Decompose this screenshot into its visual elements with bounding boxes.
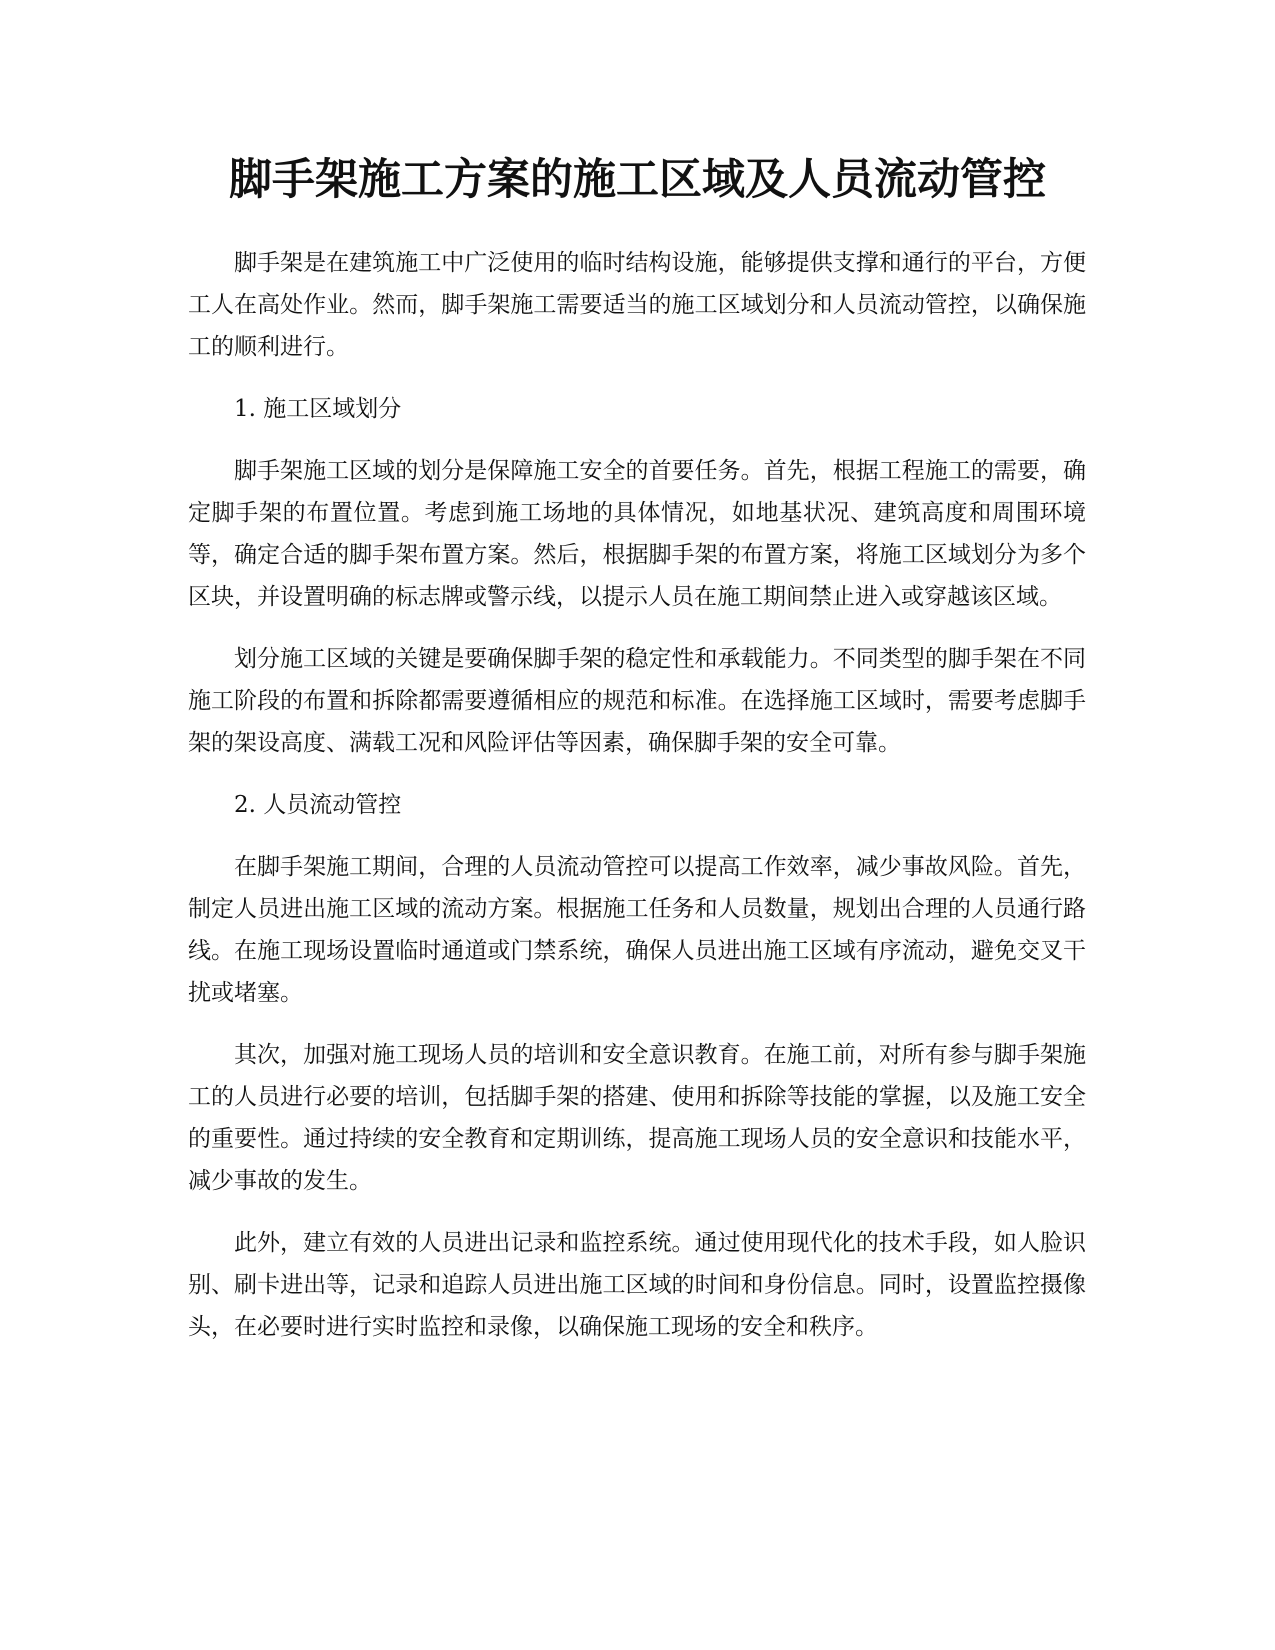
section1-paragraph-2: 划分施工区域的关键是要确保脚手架的稳定性和承载能力。不同类型的脚手架在不同施工阶段的布置和拆除都需要遵循相应的规范和标准。在选择施工区域时，需要考虑脚手架的架设高度、满载工况和风险评估等因素，确保脚手架的安全可靠。	[188, 646, 1086, 756]
document-body	[188, 242, 1086, 1368]
intro-paragraph: 脚手架是在建筑施工中广泛使用的临时结构设施，能够提供支撑和通行的平台，方便工人在高处作业。然而，脚手架施工需要适当的施工区域划分和人员流动管控，以确保施工的顺利进行。	[188, 250, 1086, 360]
section1-paragraph-1: 脚手架施工区域的划分是保障施工安全的首要任务。首先，根据工程施工的需要，确定脚手架的布置位置。考虑到施工场地的具体情况，如地基状况、建筑高度和周围环境等，确定合适的脚手架布置方案。然后，根据脚手架的布置方案，将施工区域划分为多个区块，并设置明确的标志牌或警示线，以提示人员在施工期间禁止进入或穿越该区域。	[188, 458, 1086, 610]
section2-paragraph-2: 其次，加强对施工现场人员的培训和安全意识教育。在施工前，对所有参与脚手架施工的人员进行必要的培训，包括脚手架的搭建、使用和拆除等技能的掌握，以及施工安全的重要性。通过持续的安全教育和定期训练，提高施工现场人员的安全意识和技能水平，减少事故的发生。	[188, 1042, 1086, 1194]
section2-paragraph-3: 此外，建立有效的人员进出记录和监控系统。通过使用现代化的技术手段，如人脸识别、刷卡进出等，记录和追踪人员进出施工区域的时间和身份信息。同时，设置监控摄像头，在必要时进行实时监控和录像，以确保施工现场的安全和秩序。	[188, 1230, 1086, 1340]
section-heading-1: 1. 施工区域划分	[234, 396, 402, 422]
section2-paragraph-1: 在脚手架施工期间，合理的人员流动管控可以提高工作效率，减少事故风险。首先，制定人员进出施工区域的流动方案。根据施工任务和人员数量，规划出合理的人员通行路线。在施工现场设置临时通道或门禁系统，确保人员进出施工区域有序流动，避免交叉干扰或堵塞。	[188, 854, 1086, 1006]
page-title: 脚手架施工方案的施工区域及人员流动管控	[229, 155, 1046, 205]
section-heading-2: 2. 人员流动管控	[234, 792, 402, 818]
